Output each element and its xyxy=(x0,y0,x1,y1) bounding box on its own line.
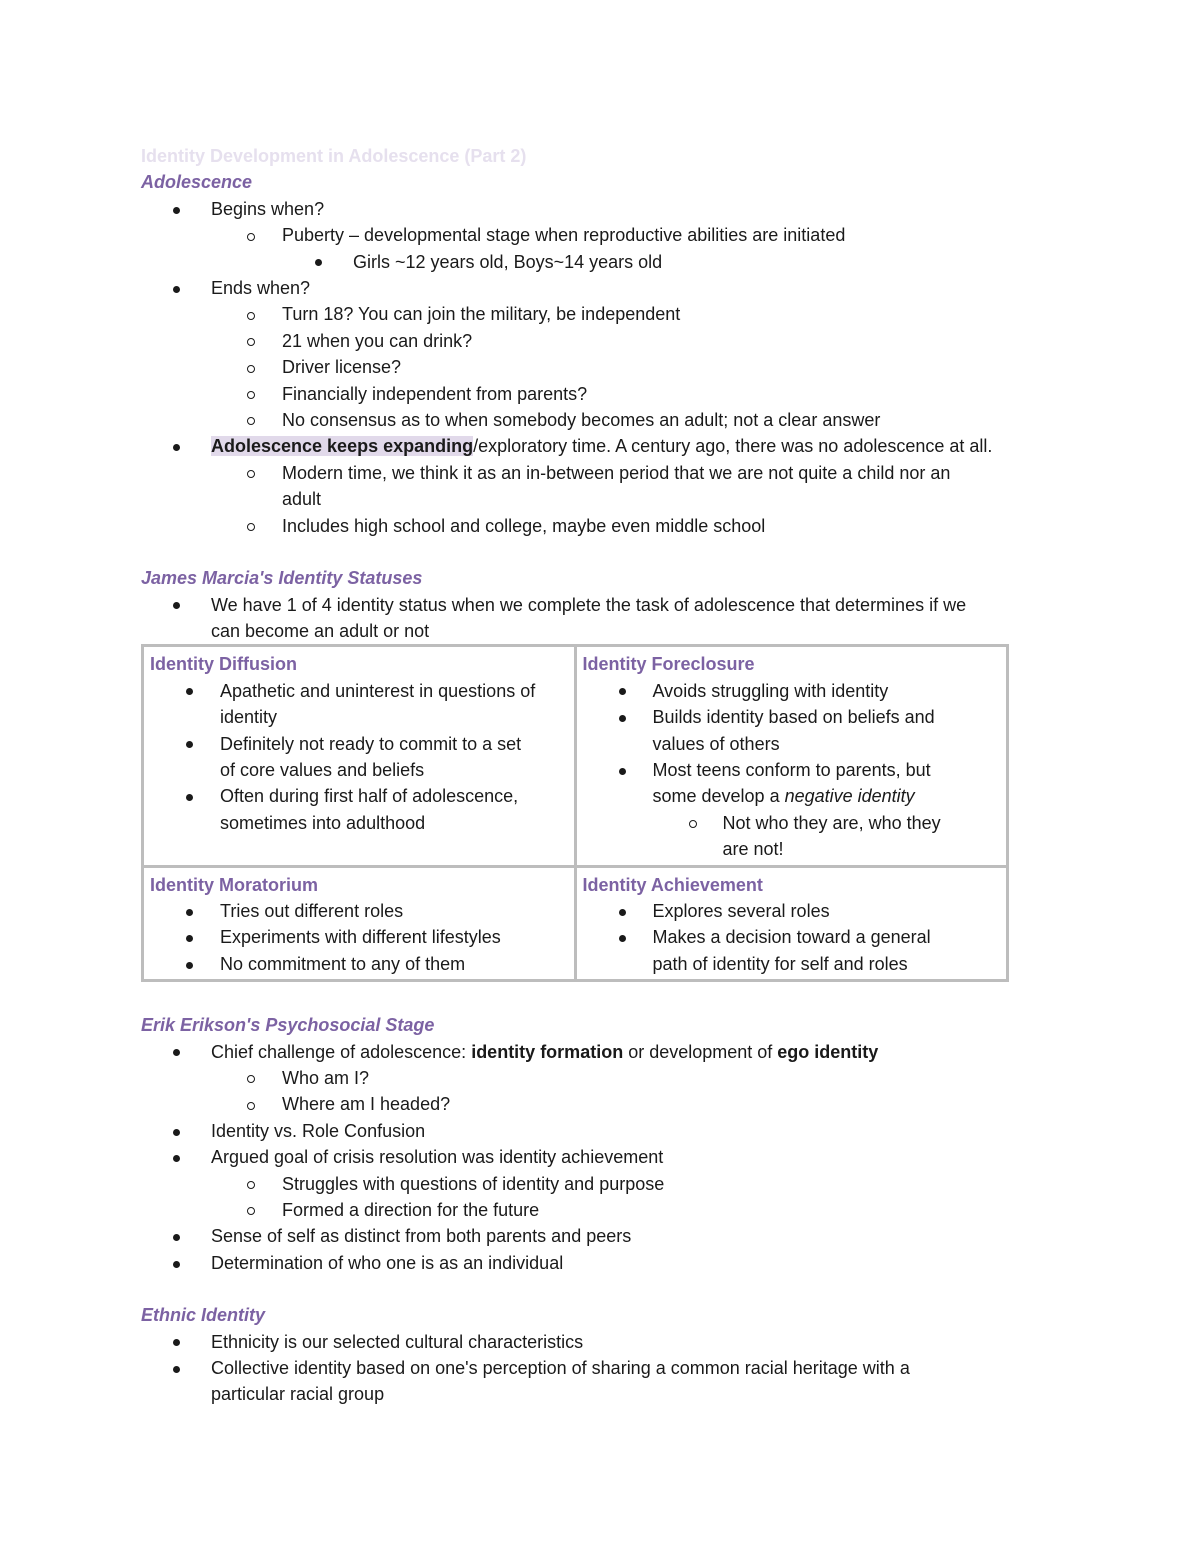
list-item: Where am I headed? xyxy=(141,1091,1061,1117)
list-item: Makes a decision toward a general xyxy=(583,924,1001,950)
bullet-icon xyxy=(186,924,193,950)
highlighted-text: Adolescence keeps expanding xyxy=(211,436,474,457)
list-item: No commitment to any of them xyxy=(150,951,568,977)
bold-text: ego identity xyxy=(777,1041,879,1062)
section-heading-erikson: Erik Erikson's Psychosocial Stage xyxy=(141,1015,435,1036)
list-item: Modern time, we think it as an in-between period that we are not quite a child nor an xyxy=(141,460,1061,486)
bullet-icon xyxy=(173,1223,180,1249)
list-item: Struggles with questions of identity and purpose xyxy=(141,1171,1061,1197)
bullet-icon xyxy=(186,951,193,977)
bullet-icon xyxy=(173,275,180,301)
list-item-continuation: identity xyxy=(220,707,278,728)
circle-bullet-icon xyxy=(247,301,255,327)
circle-bullet-icon xyxy=(247,1197,255,1223)
emphasis-text: negative identity xyxy=(784,786,915,807)
bullet-icon xyxy=(619,678,626,704)
section-heading-marcia: James Marcia's Identity Statuses xyxy=(141,568,423,589)
list-item: Chief challenge of adolescence: identity formation or development of ego identity xyxy=(141,1039,1061,1065)
bullet-icon xyxy=(173,1039,180,1065)
section-heading-ethnic-identity: Ethnic Identity xyxy=(141,1305,266,1326)
bullet-icon xyxy=(173,592,180,618)
list-item: Formed a direction for the future xyxy=(141,1197,1061,1223)
cell-title: Identity Achievement xyxy=(582,874,763,895)
list-item-continuation: some develop a negative identity xyxy=(652,786,915,807)
bullet-icon xyxy=(173,1250,180,1276)
list-item: Builds identity based on beliefs and xyxy=(583,704,1001,730)
bullet-icon xyxy=(619,704,626,730)
section-heading-adolescence: Adolescence xyxy=(141,172,253,193)
list-item: Often during first half of adolescence, xyxy=(150,783,568,809)
bold-text: identity formation xyxy=(471,1041,624,1062)
list-item: Avoids struggling with identity xyxy=(583,678,1001,704)
circle-bullet-icon xyxy=(247,407,255,433)
bullet-icon xyxy=(173,1144,180,1170)
list-item: Collective identity based on one's perception of sharing a common racial heritage with a xyxy=(141,1355,1061,1381)
list-item: No consensus as to when somebody becomes an adult; not a clear answer xyxy=(141,407,1061,433)
bullet-icon xyxy=(173,1118,180,1144)
circle-bullet-icon xyxy=(247,354,255,380)
list-item-continuation: values of others xyxy=(652,733,780,754)
list-item: Most teens conform to parents, but xyxy=(583,757,1001,783)
list-item: Girls ~12 years old, Boys~14 years old xyxy=(141,249,1061,275)
table-cell-moratorium xyxy=(143,866,576,981)
list-item: Explores several roles xyxy=(583,898,1001,924)
list-item: Definitely not ready to commit to a set xyxy=(150,731,568,757)
bullet-icon xyxy=(173,433,180,459)
cell-title: Identity Diffusion xyxy=(150,654,297,675)
identity-status-table xyxy=(141,644,1009,982)
list-item: Ethnicity is our selected cultural characteristics xyxy=(141,1329,1061,1355)
table-cell-achievement xyxy=(575,866,1008,981)
bullet-icon xyxy=(173,1355,180,1381)
list-item: Ends when? xyxy=(141,275,1061,301)
circle-bullet-icon xyxy=(247,1065,255,1091)
list-item: Includes high school and college, maybe even middle school xyxy=(141,513,1061,539)
list-item: Financially independent from parents? xyxy=(141,381,1061,407)
list-item-continuation: of core values and beliefs xyxy=(220,759,425,780)
bullet-icon xyxy=(186,783,193,809)
list-item: Tries out different roles xyxy=(150,898,568,924)
bullet-icon xyxy=(619,898,626,924)
bullet-icon xyxy=(173,1329,180,1355)
list-item: Argued goal of crisis resolution was identity achievement xyxy=(141,1144,1061,1170)
table-cell-foreclosure xyxy=(575,646,1008,866)
circle-bullet-icon xyxy=(247,1091,255,1117)
bullet-icon xyxy=(315,249,322,275)
list-item-continuation: particular racial group xyxy=(211,1384,385,1405)
list-item: Who am I? xyxy=(141,1065,1061,1091)
bullet-icon xyxy=(186,678,193,704)
circle-bullet-icon xyxy=(247,460,255,486)
table-cell-diffusion xyxy=(143,646,576,866)
list-item-continuation: are not! xyxy=(722,839,784,860)
list-item: Begins when? xyxy=(141,196,1061,222)
circle-bullet-icon xyxy=(247,1171,255,1197)
bullet-icon xyxy=(186,898,193,924)
list-item: We have 1 of 4 identity status when we complete the task of adolescence that determines if we xyxy=(141,592,1061,618)
list-item-continuation: adult xyxy=(282,489,322,510)
list-item: Not who they are, who they xyxy=(583,810,1001,836)
list-item-continuation: can become an adult or not xyxy=(211,620,430,641)
cell-title: Identity Moratorium xyxy=(150,874,319,895)
bullet-icon xyxy=(186,731,193,757)
list-item: 21 when you can drink? xyxy=(141,328,1061,354)
document-title: Identity Development in Adolescence (Part 2) xyxy=(141,146,527,166)
bullet-icon xyxy=(619,924,626,950)
circle-bullet-icon xyxy=(247,513,255,539)
list-item-continuation: path of identity for self and roles xyxy=(652,953,908,974)
circle-bullet-icon xyxy=(247,222,255,248)
list-item-continuation: sometimes into adulthood xyxy=(220,812,426,833)
bullet-icon xyxy=(173,196,180,222)
bullet-icon xyxy=(619,757,626,783)
cell-title: Identity Foreclosure xyxy=(582,654,755,675)
list-item: Experiments with different lifestyles xyxy=(150,924,568,950)
list-item: Driver license? xyxy=(141,354,1061,380)
list-item: Determination of who one is as an individual xyxy=(141,1250,1061,1276)
list-item: Identity vs. Role Confusion xyxy=(141,1118,1061,1144)
circle-bullet-icon xyxy=(689,810,697,836)
list-item: Apathetic and uninterest in questions of xyxy=(150,678,568,704)
list-item: Adolescence keeps expanding/exploratory time. A century ago, there was no adolescence at all. xyxy=(141,433,1061,459)
list-item: Puberty – developmental stage when reproductive abilities are initiated xyxy=(141,222,1061,248)
list-item: Sense of self as distinct from both parents and peers xyxy=(141,1223,1061,1249)
circle-bullet-icon xyxy=(247,381,255,407)
document-page xyxy=(141,143,1061,1408)
circle-bullet-icon xyxy=(247,328,255,354)
list-item: Turn 18? You can join the military, be independent xyxy=(141,301,1061,327)
